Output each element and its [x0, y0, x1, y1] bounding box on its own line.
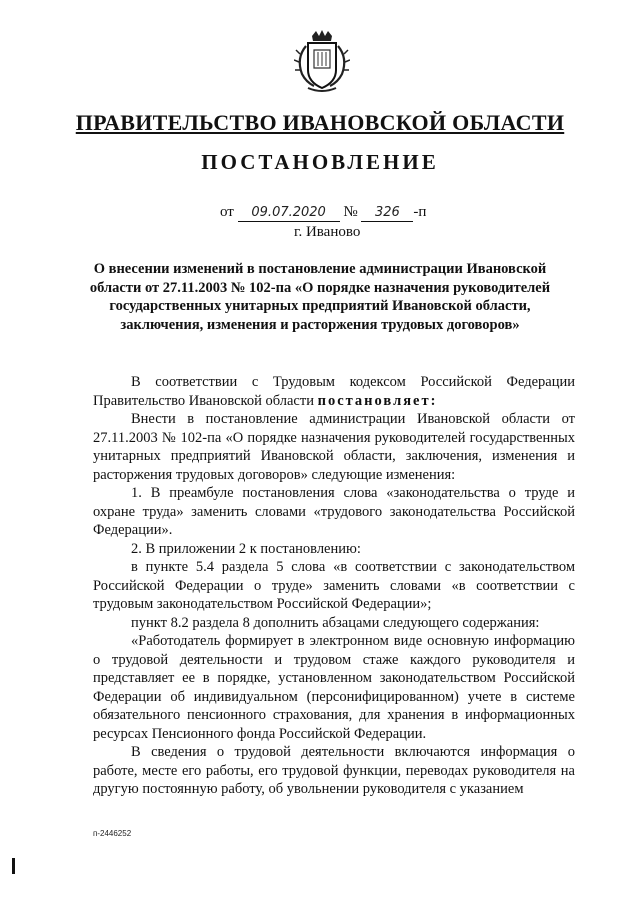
city-line: г. Иваново [294, 224, 361, 240]
document-type-title: ПОСТАНОВЛЕНИЕ [201, 150, 439, 174]
date-number-line [220, 204, 426, 222]
body-paragraph: Внести в постановление администрации Ивановской области от 27.11.2003 № 102-па «О порядке назначения руководителей государственных унитарных предприятий Ивановской области, заключения, изменения и расторжения трудовых договоров» следующие изменения: [93, 411, 575, 483]
date-prefix: от [220, 204, 234, 220]
body-paragraph: «Работодатель формирует в электронном виде основную информацию о трудовой деятельности и трудовом стаже каждого руководителя и представляет ее в порядке, установленном законодательством Российской Федерации об индивидуальном (персонифицированном) учете в системе обязательного пенсионного страхования, для хранения в информационных ресурсах Пенсионного фонда Российской Федерации. [93, 633, 575, 742]
number-sign: № [343, 204, 358, 220]
margin-mark [12, 858, 15, 874]
document-subject: О внесении изменений в постановление администрации Ивановской области от 27.11.2003 № 102-па «О порядке назначения руководителей государственных унитарных предприятий Ивановской области, заключения, изменения и расторжения трудовых договоров» [89, 261, 551, 333]
body-paragraph: В сведения о трудовой деятельности включаются информация о работе, месте его работы, его трудовой функции, переводах руководителя на другую постоянную работу, об увольнении руководителя с указанием [93, 744, 575, 797]
paragraph-text: В соответствии с Трудовым кодексом Российской Федерации Правительство Ивановской области [93, 374, 575, 409]
body-paragraph: 2. В приложении 2 к постановлению: [131, 540, 361, 557]
handwritten-number: 326 [361, 205, 413, 222]
coat-of-arms-emblem [294, 30, 350, 94]
government-title: ПРАВИТЕЛЬСТВО ИВАНОВСКОЙ ОБЛАСТИ [75, 110, 565, 135]
body-paragraph: 1. В преамбуле постановления слова «законодательства о труде и охране труда» заменить словами «трудового законодательства Российской Федерации». [93, 485, 575, 538]
body-paragraph: пункт 8.2 раздела 8 дополнить абзацами следующего содержания: [131, 614, 540, 631]
decree-word: постановляет: [317, 392, 438, 409]
body-paragraph: в пункте 5.4 раздела 5 слова «в соответствии с законодательством Российской Федерации о труде» заменить словами «в соответствии с трудовым законодательством Российской Федерации»; [93, 559, 575, 612]
body-paragraph [93, 373, 575, 410]
number-suffix: -п [413, 204, 427, 220]
handwritten-date: 09.07.2020 [238, 205, 340, 222]
document-code: п-2446252 [93, 829, 132, 838]
document-body [93, 373, 575, 799]
